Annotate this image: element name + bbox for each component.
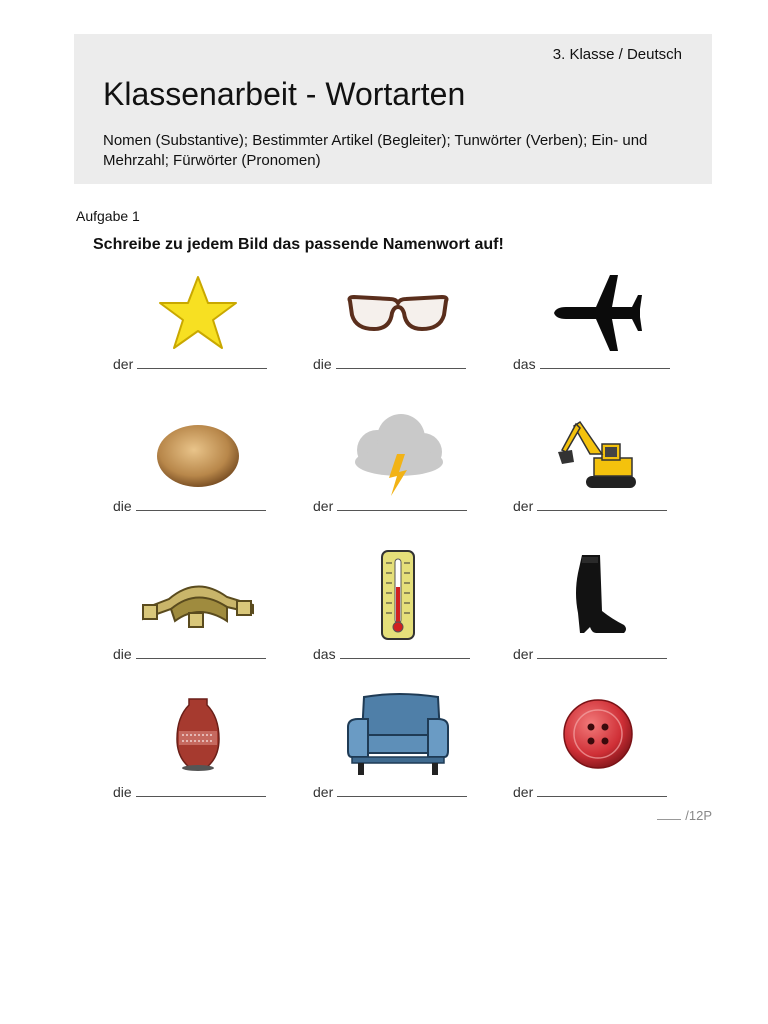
answer-blank[interactable]	[337, 784, 467, 797]
answer-blank[interactable]	[537, 498, 667, 511]
airplane-icon	[513, 268, 683, 358]
article-label: das	[313, 646, 336, 662]
answer-blank[interactable]	[136, 784, 266, 797]
item-excavator	[513, 410, 683, 530]
item-armchair	[313, 690, 483, 810]
answer-blank[interactable]	[137, 356, 267, 369]
thunderstorm-cloud-icon	[313, 410, 483, 500]
item-potato	[113, 410, 283, 530]
thermometer-icon	[313, 548, 483, 642]
item-thunderstorm	[313, 410, 483, 530]
answer-blank[interactable]	[340, 646, 470, 659]
boot-icon	[513, 550, 683, 640]
item-thermometer	[313, 548, 483, 668]
answer-blank[interactable]	[136, 498, 266, 511]
item-button	[513, 694, 683, 814]
task-label: Aufgabe 1	[76, 208, 140, 224]
article-label: der	[513, 784, 534, 800]
item-bridge	[113, 550, 283, 670]
task-instruction: Schreibe zu jedem Bild das passende Namenwort auf!	[93, 236, 504, 253]
glasses-icon	[313, 268, 483, 358]
armchair-icon	[313, 690, 483, 778]
item-boot	[513, 550, 683, 670]
topics-subtitle: Nomen (Substantive); Bestimmter Artikel (Begleiter); Tunwörter (Verben); Ein- und Mehrzahl; Fürwörter (Pronomen)	[103, 132, 648, 169]
item-glasses	[313, 268, 483, 388]
star-icon	[113, 268, 283, 358]
article-label: die	[113, 784, 132, 800]
grade-subject: 3. Klasse / Deutsch	[552, 46, 682, 63]
item-star	[113, 268, 283, 388]
article-label: die	[313, 356, 332, 372]
item-vase	[113, 694, 283, 814]
answer-blank[interactable]	[336, 356, 466, 369]
article-label: das	[513, 356, 536, 372]
score-blank[interactable]	[657, 819, 681, 820]
answer-blank[interactable]	[337, 498, 467, 511]
item-airplane	[513, 268, 683, 388]
potato-icon	[113, 410, 283, 500]
article-label: die	[113, 498, 132, 514]
answer-blank[interactable]	[537, 646, 667, 659]
vase-icon	[113, 694, 283, 774]
article-label: der	[313, 498, 334, 514]
answer-blank[interactable]	[540, 356, 670, 369]
button-icon	[513, 694, 683, 774]
excavator-icon	[513, 410, 683, 500]
article-label: der	[313, 784, 334, 800]
bridge-icon	[113, 554, 283, 644]
worksheet-header	[74, 34, 712, 184]
answer-blank[interactable]	[537, 784, 667, 797]
article-label: der	[513, 646, 534, 662]
score-total: /12P	[685, 808, 712, 823]
article-label: der	[113, 356, 134, 372]
article-label: die	[113, 646, 132, 662]
answer-blank[interactable]	[136, 646, 266, 659]
article-label: der	[513, 498, 534, 514]
page-title: Klassenarbeit - Wortarten	[103, 76, 466, 112]
score-field	[657, 808, 712, 823]
